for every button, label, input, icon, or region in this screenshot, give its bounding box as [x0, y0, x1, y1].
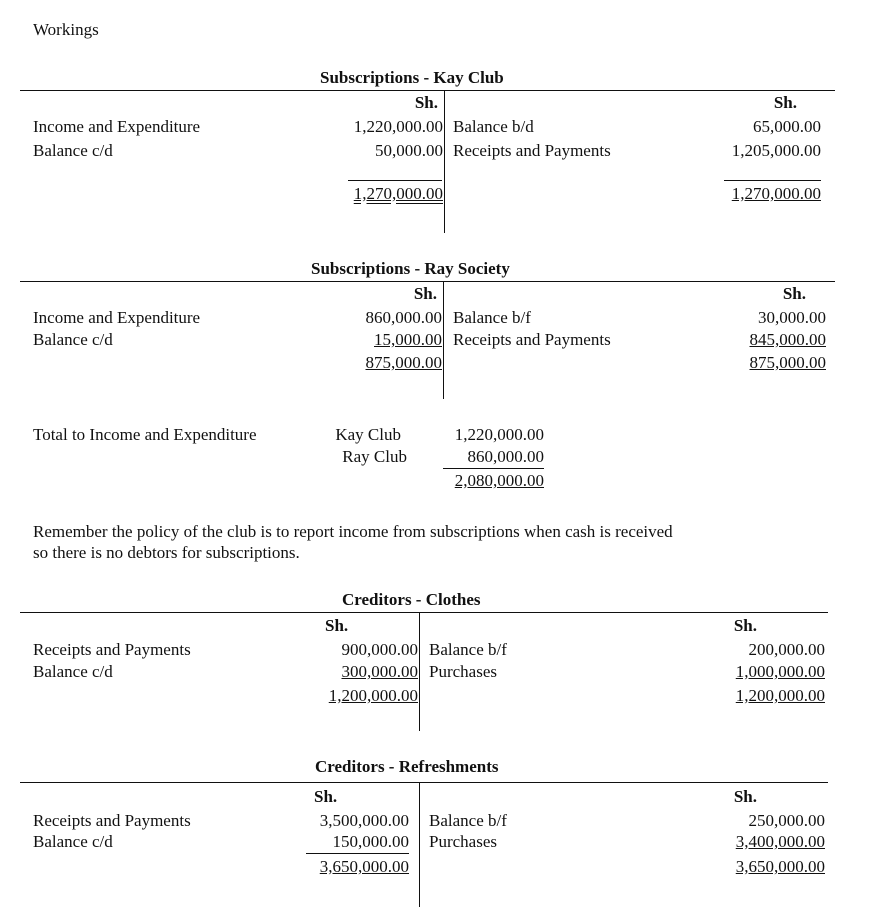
right-entry-amount: 845,000.00: [749, 330, 826, 349]
right-entry-amount: 1,205,000.00: [731, 141, 821, 160]
left-currency-header: Sh.: [413, 284, 437, 303]
right-currency-header: Sh.: [733, 787, 757, 806]
left-entry-label: Balance c/d: [33, 141, 113, 160]
summary-label: Total to Income and Expenditure: [33, 425, 257, 444]
left-total: 3,650,000.00: [319, 857, 409, 876]
policy-note-line: Remember the policy of the club is to report income from subscriptions when cash is received: [33, 522, 673, 541]
left-entry-amount: 900,000.00: [341, 640, 418, 659]
total-rule: [348, 180, 442, 181]
right-entry-amount: 200,000.00: [748, 640, 825, 659]
right-currency-header: Sh.: [782, 284, 806, 303]
left-total: 875,000.00: [365, 353, 442, 372]
right-entry-amount: 30,000.00: [758, 308, 826, 327]
ledger-divider: [419, 613, 420, 731]
right-entry-label: Balance b/f: [453, 308, 531, 327]
ledger-top-rule: [20, 612, 828, 613]
ledger-divider: [444, 91, 445, 233]
left-entry-amount: 50,000.00: [375, 141, 443, 160]
right-total: 3,650,000.00: [735, 857, 825, 876]
left-total: 1,200,000.00: [328, 686, 418, 705]
ledger-top-rule: [20, 90, 835, 91]
left-entry-label: Balance c/d: [33, 832, 113, 851]
left-currency-header: Sh.: [314, 787, 338, 806]
ledger-title: Subscriptions - Kay Club: [320, 68, 504, 87]
total-rule: [306, 853, 409, 854]
summary-item-name: Ray Club: [342, 447, 407, 466]
ledger-divider: [419, 783, 420, 907]
right-entry-label: Balance b/f: [429, 811, 507, 830]
left-entry-amount: 150,000.00: [332, 832, 409, 851]
right-entry-label: Balance b/d: [453, 117, 534, 136]
summary-item-amount: 860,000.00: [467, 447, 544, 466]
left-entry-amount: 15,000.00: [374, 330, 442, 349]
left-entry-label: Income and Expenditure: [33, 117, 201, 136]
summary-item-amount: 1,220,000.00: [454, 425, 544, 444]
left-entry-label: Balance c/d: [33, 330, 113, 349]
total-rule: [724, 180, 821, 181]
left-entry-amount: 300,000.00: [341, 662, 418, 681]
left-entry-label: Balance c/d: [33, 662, 113, 681]
right-currency-header: Sh.: [773, 93, 797, 112]
ledger-top-rule: [20, 782, 828, 783]
left-entry-label: Income and Expenditure: [33, 308, 201, 327]
summary-total-rule: [443, 468, 544, 469]
left-currency-header: Sh.: [325, 616, 349, 635]
right-entry-amount: 3,400,000.00: [735, 832, 825, 851]
left-total: 1,270,000.00: [353, 184, 443, 203]
left-entry-label: Receipts and Payments: [33, 811, 191, 830]
left-entry-amount: 1,220,000.00: [353, 117, 443, 136]
right-total: 875,000.00: [749, 353, 826, 372]
left-currency-header: Sh.: [414, 93, 438, 112]
right-currency-header: Sh.: [733, 616, 757, 635]
page-heading: Workings: [33, 20, 99, 39]
left-entry-amount: 3,500,000.00: [319, 811, 409, 830]
ledger-title: Creditors - Clothes: [342, 590, 481, 609]
ledger-title: Subscriptions - Ray Society: [311, 259, 510, 278]
right-entry-amount: 1,000,000.00: [735, 662, 825, 681]
ledger-top-rule: [20, 281, 835, 282]
right-total: 1,270,000.00: [731, 184, 821, 203]
right-entry-label: Purchases: [429, 832, 497, 851]
policy-note-line: so there is no debtors for subscriptions.: [33, 543, 300, 562]
right-entry-label: Receipts and Payments: [453, 330, 611, 349]
right-entry-label: Purchases: [429, 662, 497, 681]
right-entry-amount: 250,000.00: [748, 811, 825, 830]
right-entry-label: Receipts and Payments: [453, 141, 611, 160]
summary-item-name: Kay Club: [335, 425, 401, 444]
ledger-divider: [443, 282, 444, 399]
left-entry-amount: 860,000.00: [365, 308, 442, 327]
summary-grand-total: 2,080,000.00: [454, 471, 544, 490]
right-entry-label: Balance b/f: [429, 640, 507, 659]
ledger-title: Creditors - Refreshments: [315, 757, 499, 776]
left-entry-label: Receipts and Payments: [33, 640, 191, 659]
right-total: 1,200,000.00: [735, 686, 825, 705]
right-entry-amount: 65,000.00: [753, 117, 821, 136]
